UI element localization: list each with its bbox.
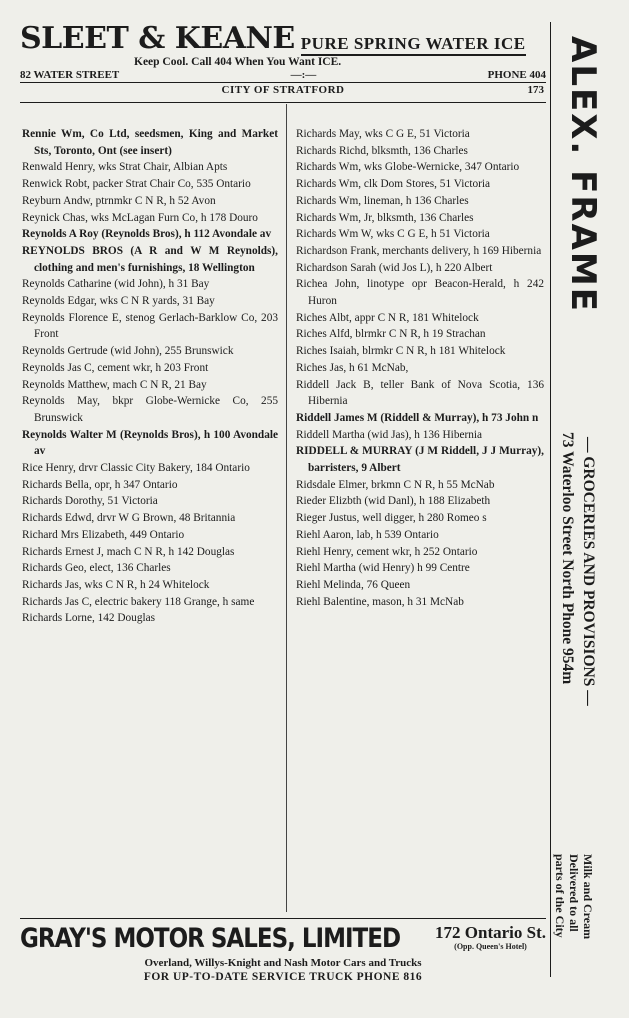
directory-entry: Richards Richd, blksmth, 136 Charles xyxy=(296,144,468,157)
side-ad-name: ALEX. FRAME xyxy=(563,36,603,313)
ad-tagline: PURE SPRING WATER ICE xyxy=(301,34,526,56)
directory-entry: Renwick Robt, packer Strat Chair Co, 535 Ontario xyxy=(22,178,251,191)
directory-entry: Reynolds Jas C, cement wkr, h 203 Front xyxy=(22,361,209,374)
directory-entry: Riehl Aaron, lab, h 539 Ontario xyxy=(296,528,439,541)
directory-entry: Rieger Justus, well digger, h 280 Romeo s xyxy=(296,512,487,525)
directory-entry: Riches Jas, h 61 McNab, xyxy=(296,361,409,374)
directory-entry: Reynolds May, bkpr Globe-Wernicke Co, 255 Brunswick xyxy=(22,395,278,424)
directory-entry: Richards Geo, elect, 136 Charles xyxy=(22,562,171,575)
page-number: 173 xyxy=(527,84,544,96)
directory-entry: Richards Wm, lineman, h 136 Charles xyxy=(296,194,469,207)
ad-slogan: Keep Cool. Call 404 When You Want ICE. xyxy=(134,56,342,68)
side-advertisement xyxy=(550,22,609,977)
directory-entry: Reynolds Edgar, wks C N R yards, 31 Bay xyxy=(22,295,215,308)
directory-entry: Reynolds Florence E, stenog Gerlach-Barklow Co, 203 Front xyxy=(22,311,278,341)
side-ad-milk-line2: Delivered to all xyxy=(567,854,581,932)
footer-street: 172 Ontario St. xyxy=(435,923,546,942)
directory-entry: Riddell Jack B, teller Bank of Nova Scotia, 136 Hibernia xyxy=(296,378,544,408)
directory-entry: Reynolds Walter M (Reynolds Bros), h 100 Avondale av xyxy=(22,428,278,458)
ad-phone: PHONE 404 xyxy=(487,69,546,81)
directory-entry: Richards Jas, wks C N R, h 24 Whitelock xyxy=(22,578,210,591)
directory-entry: Richards Edwd, drvr W G Brown, 48 Britannia xyxy=(22,512,236,525)
running-header xyxy=(20,84,546,102)
directory-entry: Reynolds Catharine (wid John), h 31 Bay xyxy=(22,278,210,291)
directory-entry: Riddell Martha (wid Jas), h 136 Hibernia xyxy=(296,428,483,441)
city-title: CITY OF STRATFORD xyxy=(221,84,345,96)
side-ad-address: 73 Waterloo Street North Phone 954m xyxy=(559,432,576,685)
directory-entry: Richardson Sarah (wid Jos L), h 220 Albert xyxy=(296,261,493,274)
footer-line1: Overland, Willys-Knight and Nash Motor Cars and Trucks xyxy=(144,957,422,969)
directory-entry: Riehl Balentine, mason, h 31 McNab xyxy=(296,595,464,608)
header-rule xyxy=(20,82,546,83)
right-column xyxy=(296,126,544,610)
directory-entry: Riehl Henry, cement wkr, h 252 Ontario xyxy=(296,545,478,558)
directory-entry: Riehl Melinda, 76 Queen xyxy=(296,578,411,591)
directory-entry: Reynick Chas, wks McLagan Furn Co, h 178 Douro xyxy=(22,211,258,224)
directory-entry: Richards Lorne, 142 Douglas xyxy=(22,612,156,625)
ad-separator: —:— xyxy=(290,69,317,81)
directory-entry: Reynolds Matthew, mach C N R, 21 Bay xyxy=(22,378,207,391)
footer-street-note: (Opp. Queen's Hotel) xyxy=(454,942,527,951)
footer-rule xyxy=(20,918,546,919)
directory-entry: Richards Jas C, electric bakery 118 Grange, h same xyxy=(22,595,255,608)
footer-address-block xyxy=(435,924,546,951)
directory-entry: Rennie Wm, Co Ltd, seedsmen, King and Market Sts, Toronto, Ont (see insert) xyxy=(22,128,278,157)
directory-entry: Reynolds Gertrude (wid John), 255 Brunswick xyxy=(22,345,234,358)
directory-entry: Rieder Elizbth (wid Danl), h 188 Elizabeth xyxy=(296,495,491,508)
directory-entry: Richardson Frank, merchants delivery, h 169 Hibernia xyxy=(296,244,542,257)
left-column xyxy=(22,126,278,627)
directory-entry: Renwald Henry, wks Strat Chair, Albian Apts xyxy=(22,161,228,174)
directory-entry: Richards Wm, Jr, blksmth, 136 Charles xyxy=(296,211,474,224)
footer-advertisement xyxy=(20,924,546,984)
directory-entry: Rice Henry, drvr Classic City Bakery, 184 Ontario xyxy=(22,462,250,475)
side-ad-milk-line1: Milk and Cream xyxy=(581,854,595,940)
directory-entry: Richards Bella, opr, h 347 Ontario xyxy=(22,478,178,491)
directory-entry: Riches Alfd, blrmkr C N R, h 19 Strachan xyxy=(296,328,486,341)
directory-entry: Richards Ernest J, mach C N R, h 142 Douglas xyxy=(22,545,235,558)
directory-entry: Riehl Martha (wid Henry) h 99 Centre xyxy=(296,562,470,575)
directory-entry: Richards Wm, clk Dom Stores, 51 Victoria xyxy=(296,178,491,191)
directory-entry: Riches Albt, appr C N R, 181 Whitelock xyxy=(296,311,479,324)
directory-entry: Richard Mrs Elizabeth, 449 Ontario xyxy=(22,528,185,541)
column-divider xyxy=(286,104,287,912)
directory-entry: Richards May, wks C G E, 51 Victoria xyxy=(296,128,470,140)
header-rule-lower xyxy=(20,102,546,103)
ad-address: 82 WATER STREET xyxy=(20,69,120,81)
directory-entry: Ridsdale Elmer, brkmn C N R, h 55 McNab xyxy=(296,478,495,491)
directory-entry: REYNOLDS BROS (A R and W M Reynolds), clothing and men's furnishings, 18 Wellington xyxy=(22,244,278,274)
directory-entry: RIDDELL & MURRAY (J M Riddell, J J Murray), barristers, 9 Albert xyxy=(296,445,544,475)
directory-entry: Richards Wm, wks Globe-Wernicke, 347 Ontario xyxy=(296,161,520,174)
directory-entry: Richea John, linotype opr Beacon-Herald, h 242 Huron xyxy=(296,278,544,308)
footer-line2: FOR UP-TO-DATE SERVICE TRUCK PHONE 816 xyxy=(143,971,423,983)
side-ad-groceries: — GROCERIES AND PROVISIONS — xyxy=(580,437,597,706)
directory-entry: Richards Wm W, wks C G E, h 51 Victoria xyxy=(296,228,490,241)
footer-company: GRAY'S MOTOR SALES, LIMITED xyxy=(20,924,401,954)
ad-company-name: SLEET & KEANE xyxy=(20,21,295,56)
directory-entry: Richards Dorothy, 51 Victoria xyxy=(22,495,158,508)
directory-entry: Riddell James M (Riddell & Murray), h 73 John n xyxy=(296,411,539,424)
side-ad-milk-line3: parts of the City xyxy=(553,854,567,938)
directory-entry: Reyburn Andw, ptrnmkr C N R, h 52 Avon xyxy=(22,194,216,207)
directory-entry: Reynolds A Roy (Reynolds Bros), h 112 Avondale av xyxy=(22,228,272,241)
directory-entry: Riches Isaiah, blrmkr C N R, h 181 Whitelock xyxy=(296,345,506,358)
top-advertisement xyxy=(20,22,546,82)
